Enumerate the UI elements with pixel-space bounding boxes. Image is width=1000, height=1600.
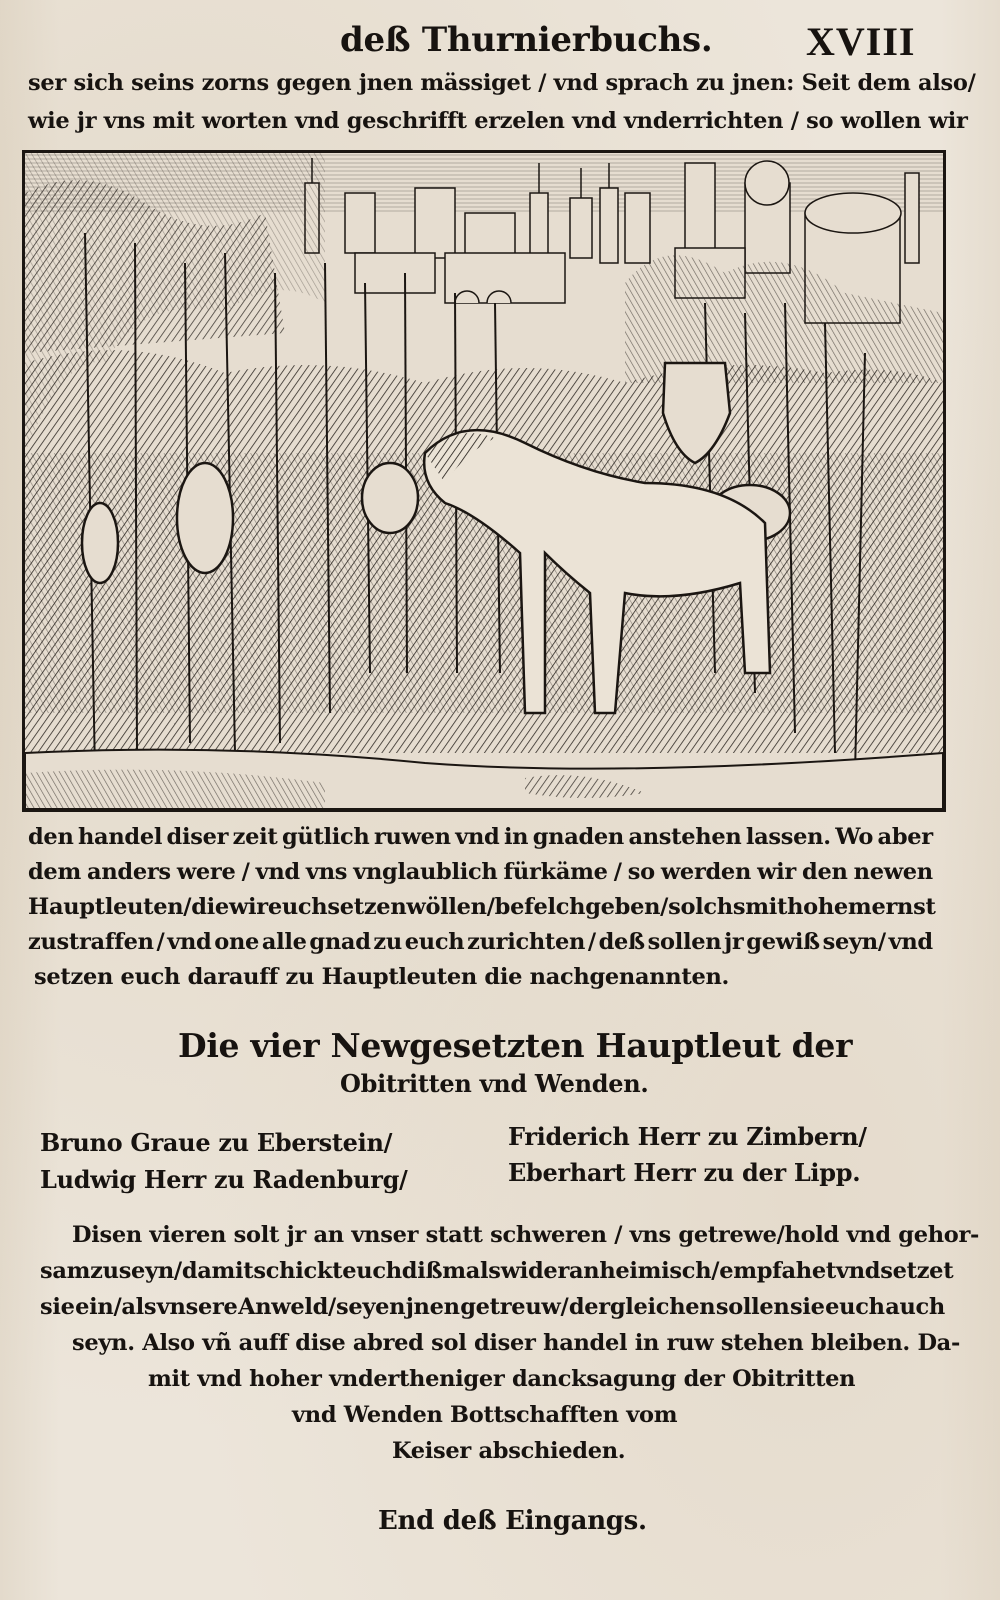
section-subtitle: Obitritten vnd Wenden. xyxy=(340,1069,649,1098)
folio-number: XVIII xyxy=(806,19,916,64)
end-note: End deß Eingangs. xyxy=(378,1506,647,1536)
closing-line-1: Disen vieren solt jr an vnser statt schweren / vns getrewe/hold vnd gehor- xyxy=(72,1222,980,1248)
captain-name: Bruno Graue zu Eberstein/ xyxy=(40,1128,393,1157)
running-title: deß Thurnierbuchs. xyxy=(340,20,713,60)
body-line-4: zustraffen / vnd one alle gnad zu euch zurichten / deß sollen jr gewiß seyn/ vnd xyxy=(28,929,933,955)
woodcut-illustration xyxy=(22,150,946,812)
captain-name: Friderich Herr zu Zimbern/ xyxy=(508,1122,867,1151)
intro-line-2: wie jr vns mit worten vnd geschrifft erzelen vnd vnderrichten / so wollen wir xyxy=(28,108,968,134)
closing-line-2: sam zuseyn/damit schickt euch dißmals wider anheimisch / empfahet vnd setzet xyxy=(40,1258,954,1284)
closing-line-4: seyn. Also vñ auff dise abred sol diser handel in ruw stehen bleiben. Da- xyxy=(72,1330,960,1356)
body-line-1: den handel diser zeit gütlich ruwen vnd in gnaden anstehen lassen. Wo aber xyxy=(28,824,933,850)
body-line-2: dem anders were / vnd vns vnglaublich fürkäme / so werden wir den newen xyxy=(28,859,933,885)
intro-line-1: ser sich seins zorns gegen jnen mässiget / vnd sprach zu jnen: Seit dem also/ xyxy=(28,70,976,96)
captain-name: Eberhart Herr zu der Lipp. xyxy=(508,1158,861,1187)
body-line-5: setzen euch darauff zu Hauptleuten die nachgenannten. xyxy=(34,964,730,990)
woodcut-scene-icon xyxy=(25,153,943,809)
closing-line-5: mit vnd hoher vndertheniger dancksagung der Obitritten xyxy=(148,1366,856,1392)
section-title: Die vier Newgesetzten Hauptleut der xyxy=(178,1026,853,1065)
closing-line-6: vnd Wenden Bottschafften vom xyxy=(292,1402,678,1428)
body-line-3: Hauptleuten/ die wir euch setzen wöllen/befelch geben/ solchs mit hohem ernst xyxy=(28,894,936,920)
captain-name: Ludwig Herr zu Radenburg/ xyxy=(40,1165,408,1194)
closing-line-7: Keiser abschieden. xyxy=(392,1438,626,1464)
closing-line-3: sie ein/als vnsere Anweld/seyen jnen getreuw/ dergleichen sollen sie euch auch xyxy=(40,1294,945,1320)
